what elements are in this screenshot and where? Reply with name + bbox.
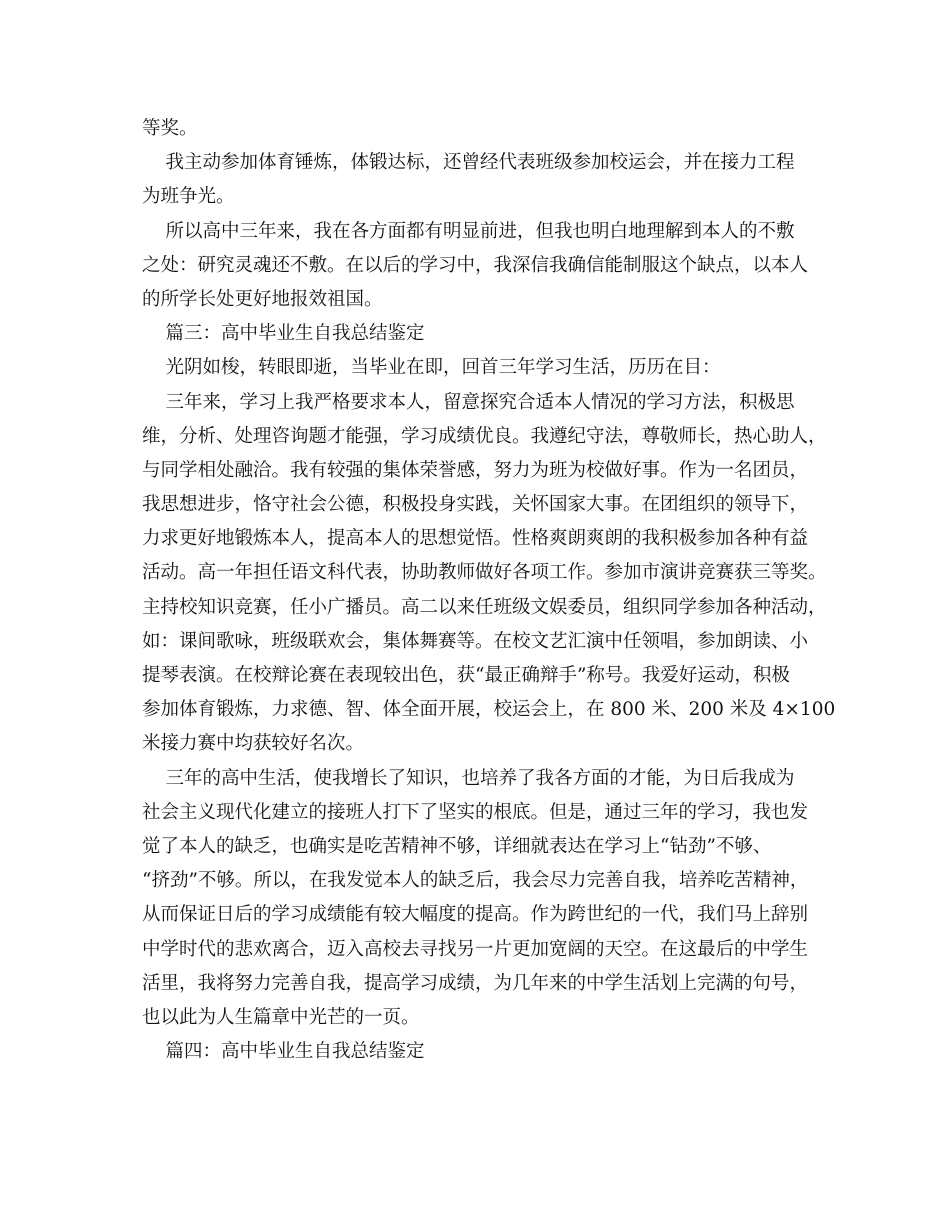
text-line: 所以高中三年来，我在各方面都有明显前进，但我也明白地理解到本人的不敷 <box>142 220 795 242</box>
text-line: 我思想进步，恪守社会公德，积极投身实践，关怀国家大事。在团组织的领导下， <box>142 494 809 516</box>
text-line: 从而保证日后的学习成绩能有较大幅度的提高。作为跨世纪的一代，我们马上辞别 <box>142 904 809 926</box>
text-line: “挤劲”不够。所以，在我发觉本人的缺乏后，我会尽力完善自我，培养吃苦精神， <box>142 870 809 892</box>
text-line: 如：课间歌咏，班级联欢会，集体舞赛等。在校文艺汇演中任领唱，参加朗读、小 <box>142 630 809 652</box>
text-line: 等奖。 <box>142 118 198 139</box>
text-line: 我主动参加体育锤炼，体锻达标，还曾经代表班级参加校运会，并在接力工程 <box>142 152 795 174</box>
text-line: 三年来，学习上我严格要求本人，留意探究合适本人情况的学习方法，积极思 <box>142 391 795 413</box>
text-line: 中学时代的悲欢离合，迈入高校去寻找另一片更加宽阔的天空。在这最后的中学生 <box>142 938 809 960</box>
text-line: 光阴如梭，转眼即逝，当毕业在即，回首三年学习生活，历历在目： <box>142 357 721 379</box>
text-line: 与同学相处融洽。我有较强的集体荣誉感，努力为班为校做好事。作为一名团员， <box>142 459 809 481</box>
text-line: 力求更好地锻炼本人，提高本人的思想觉悟。性格爽朗爽朗的我积极参加各种有益 <box>142 528 809 550</box>
text-line: 参加体育锻炼，力求德、智、体全面开展，校运会上，在 800 米、200 米及 4×100 <box>142 699 836 721</box>
text-line: 篇三：高中毕业生自我总结鉴定 <box>142 323 425 345</box>
text-line: 活动。高一年担任语文科代表，协助教师做好各项工作。参加市演讲竞赛获三等奖。 <box>142 562 827 584</box>
text-line: 活里，我将努力完善自我，提高学习成绩，为几年来的中学生活划上完满的句号， <box>142 972 809 994</box>
text-line: 为班争光。 <box>142 186 235 208</box>
text-line: 主持校知识竞赛，任小广播员。高二以来任班级文娱委员，组织同学参加各种活动， <box>142 596 827 618</box>
text-line: 维，分析、处理咨询题才能强，学习成绩优良。我遵纪守法，尊敬师长，热心助人， <box>142 425 827 447</box>
text-line: 觉了本人的缺乏，也确实是吃苦精神不够，详细就表达在学习上“钻劲”不够、 <box>142 835 772 857</box>
document-body <box>142 112 836 1069</box>
text-line: 也以此为人生篇章中光芒的一页。 <box>142 1006 420 1028</box>
text-line: 社会主义现代化建立的接班人打下了坚实的根底。但是，通过三年的学习，我也发 <box>142 801 809 823</box>
text-line: 提琴表演。在校辩论赛在表现较出色，获“最正确辩手”称号。我爱好运动，积极 <box>142 665 790 686</box>
text-line: 篇四：高中毕业生自我总结鉴定 <box>142 1041 425 1063</box>
text-line: 三年的高中生活，使我增长了知识，也培养了我各方面的才能，为日后我成为 <box>142 767 795 789</box>
text-line: 之处：研究灵魂还不敷。在以后的学习中，我深信我确信能制服这个缺点，以本人 <box>142 254 809 276</box>
text-line: 的所学长处更好地报效祖国。 <box>142 288 383 310</box>
text-line: 米接力赛中均获较好名次。 <box>142 733 365 755</box>
